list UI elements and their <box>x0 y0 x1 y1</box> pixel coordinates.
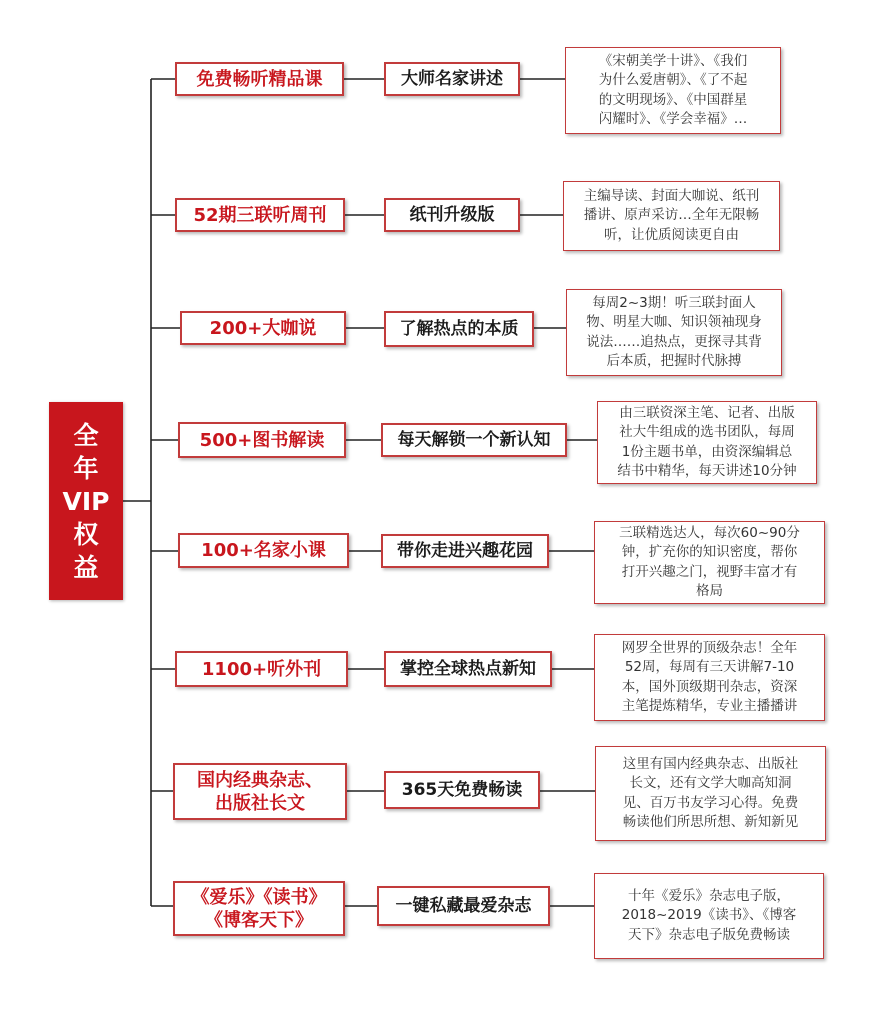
root-char: 全 <box>73 420 99 450</box>
description-line: 长文，还有文学大咖高知洞 <box>629 775 792 791</box>
description-line: 主笔提炼精华，专业主播播讲 <box>621 698 798 714</box>
description-line: 每周2~3期！听三联封面人 <box>592 294 756 311</box>
benefit-subtitle: 365天免费畅读 <box>401 780 523 800</box>
description-line: 主编导读、封面大咖说、纸刊 <box>583 187 760 204</box>
description-line: 钟，扩充你的知识密度，帮你 <box>621 544 798 560</box>
benefit-subtitle-box <box>384 198 520 232</box>
benefit-description-box <box>594 873 824 959</box>
benefit-title: 免费畅听精品课 <box>196 68 323 90</box>
benefit-subtitle-box <box>381 534 549 568</box>
benefit-title: 200+大咖说 <box>209 317 317 339</box>
description-line: 闪耀时》、《学会幸福》… <box>598 111 748 127</box>
benefit-subtitle: 了解热点的本质 <box>399 319 519 339</box>
description-line: 这里有国内经典杂志、出版社 <box>622 755 799 772</box>
root-char: 年 <box>73 453 99 483</box>
benefit-description-box <box>565 47 781 134</box>
description-line: 打开兴趣之门，视野丰富才有 <box>621 563 798 580</box>
description-line: 十年《爱乐》杂志电子版， <box>628 887 790 904</box>
benefit-title: 1100+听外刊 <box>201 658 322 680</box>
benefit-title: 100+名家小课 <box>201 540 326 561</box>
description-line: 三联精选达人，每次60~90分 <box>619 524 800 541</box>
benefit-subtitle-box <box>381 423 567 457</box>
benefit-title-line: 出版社长文 <box>215 792 305 814</box>
benefit-title-box <box>175 198 345 232</box>
description-line: 说法……追热点，更探寻其背 <box>586 333 762 350</box>
root-char: VIP <box>62 486 110 516</box>
benefit-subtitle-box <box>377 886 550 926</box>
benefit-subtitle-box <box>384 651 552 687</box>
benefit-description-box <box>594 521 825 604</box>
benefit-title-box <box>173 763 347 820</box>
benefit-title-box <box>178 422 346 458</box>
benefit-title-box <box>180 311 346 345</box>
benefit-description-box <box>595 746 826 841</box>
benefit-subtitle-box <box>384 771 540 809</box>
benefit-subtitle: 一键私藏最爱杂志 <box>395 896 532 916</box>
benefit-title-box <box>173 881 345 936</box>
benefit-title-box <box>175 62 344 96</box>
description-line: 畅读他们所思所想、新知新见 <box>622 814 799 830</box>
benefit-title-line: 国内经典杂志、 <box>197 769 323 791</box>
description-line: 的文明现场》、《中国群星 <box>598 91 748 108</box>
root-char: 益 <box>73 552 99 582</box>
benefit-title-line: 《博客天下》 <box>205 909 313 931</box>
description-line: 《宋朝美学十讲》、《我们 <box>598 52 748 69</box>
benefit-description-box <box>563 181 780 251</box>
benefit-subtitle: 每天解锁一个新认知 <box>397 430 551 450</box>
benefit-subtitle: 纸刊升级版 <box>409 205 495 225</box>
root-node <box>49 402 123 600</box>
benefit-subtitle: 掌控全球热点新知 <box>400 659 536 679</box>
benefit-title-line: 《爱乐》《读书》 <box>191 886 327 908</box>
description-line: 格局 <box>696 583 723 599</box>
description-line: 2018~2019《读书》、《博客 <box>621 907 797 924</box>
benefit-subtitle: 带你走进兴趣花园 <box>397 541 533 561</box>
benefit-title: 500+图书解读 <box>199 429 325 451</box>
description-line: 后本质，把握时代脉搏 <box>606 353 742 369</box>
description-line: 本，国外顶级期刊杂志，资深 <box>621 678 798 695</box>
benefit-title-box <box>178 533 349 568</box>
root-char: 权 <box>73 519 99 549</box>
description-line: 社大牛组成的选书团队，每周 <box>619 424 795 440</box>
description-line: 52周，每周有三天讲解7-10 <box>624 659 795 675</box>
description-line: 1份主题书单，由资深编辑总 <box>621 443 793 460</box>
benefit-description-box <box>566 289 782 376</box>
description-line: 物、明星大咖、知识领袖现身 <box>586 314 762 330</box>
description-line: 为什么爱唐朝》、《了不起 <box>598 72 748 88</box>
description-line: 结书中精华，每天讲述10分钟 <box>617 463 797 479</box>
benefit-subtitle-box <box>384 62 520 96</box>
benefit-description-box <box>597 401 817 484</box>
description-line: 天下》杂志电子版免费畅读 <box>628 926 790 943</box>
benefit-title: 52期三联听周刊 <box>193 204 327 226</box>
benefit-title-box <box>175 651 348 687</box>
benefit-subtitle-box <box>384 311 534 347</box>
description-line: 见、百万书友学习心得。免费 <box>622 794 799 811</box>
benefit-subtitle: 大师名家讲述 <box>401 69 503 89</box>
description-line: 网罗全世界的顶级杂志！全年 <box>621 639 798 656</box>
description-line: 由三联资深主笔、记者、出版 <box>619 404 795 421</box>
description-line: 播讲、原声采访…全年无限畅 <box>583 207 760 224</box>
benefit-description-box <box>594 634 825 721</box>
description-line: 听，让优质阅读更自由 <box>604 226 739 243</box>
